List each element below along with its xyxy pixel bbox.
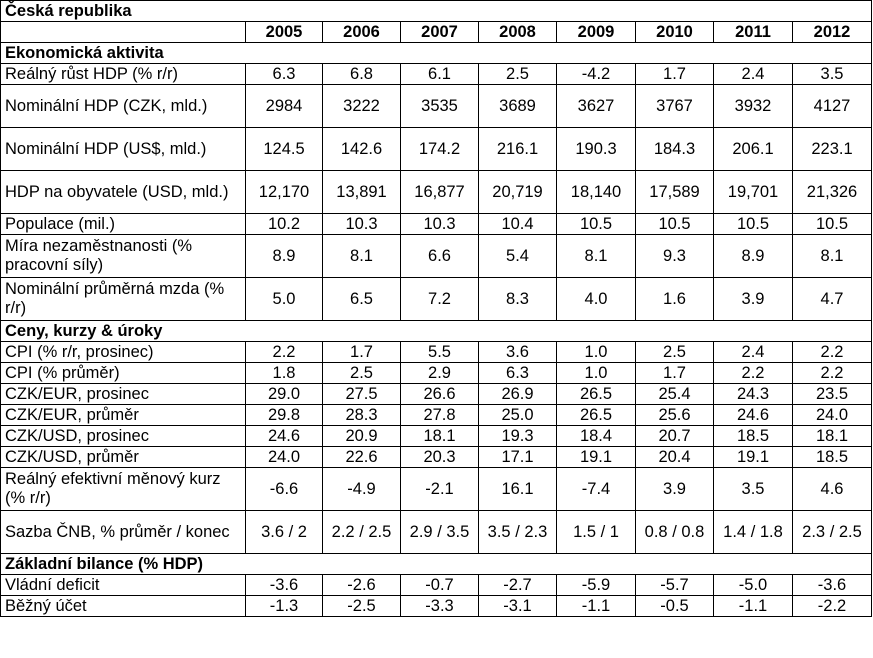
row-label: CPI (% průměr) bbox=[1, 363, 246, 384]
value-cell: -3.3 bbox=[401, 596, 479, 617]
value-cell: 206.1 bbox=[714, 128, 793, 171]
value-cell: 26.5 bbox=[557, 405, 636, 426]
value-cell: 3.5 bbox=[793, 64, 872, 85]
value-cell: 190.3 bbox=[557, 128, 636, 171]
value-cell: 8.9 bbox=[714, 235, 793, 278]
value-cell: 20.9 bbox=[323, 426, 401, 447]
value-cell: 29.0 bbox=[246, 384, 323, 405]
value-cell: 1.0 bbox=[557, 342, 636, 363]
row-label: Sazba ČNB, % průměr / konec bbox=[1, 511, 246, 554]
section-header-row bbox=[1, 554, 872, 575]
value-cell: -2.6 bbox=[323, 575, 401, 596]
value-cell: 3.6 bbox=[479, 342, 557, 363]
value-cell: 20.3 bbox=[401, 447, 479, 468]
value-cell: -0.7 bbox=[401, 575, 479, 596]
value-cell: 19.3 bbox=[479, 426, 557, 447]
year-header-cell: 2008 bbox=[479, 22, 557, 43]
row-label: Běžný účet bbox=[1, 596, 246, 617]
value-cell: 2.2 bbox=[793, 363, 872, 384]
value-cell: 5.5 bbox=[401, 342, 479, 363]
value-cell: 20.7 bbox=[636, 426, 714, 447]
table-row bbox=[1, 575, 872, 596]
value-cell: -1.3 bbox=[246, 596, 323, 617]
value-cell: 3535 bbox=[401, 85, 479, 128]
value-cell: 6.3 bbox=[246, 64, 323, 85]
value-cell: -2.1 bbox=[401, 468, 479, 511]
value-cell: 6.8 bbox=[323, 64, 401, 85]
table-row bbox=[1, 426, 872, 447]
value-cell: 5.4 bbox=[479, 235, 557, 278]
value-cell: 17.1 bbox=[479, 447, 557, 468]
value-cell: 3689 bbox=[479, 85, 557, 128]
section-heading: Ekonomická aktivita bbox=[1, 43, 872, 64]
value-cell: -0.5 bbox=[636, 596, 714, 617]
row-label: CZK/USD, prosinec bbox=[1, 426, 246, 447]
year-header-row bbox=[1, 22, 872, 43]
value-cell: 16.1 bbox=[479, 468, 557, 511]
table-row bbox=[1, 342, 872, 363]
value-cell: 1.7 bbox=[323, 342, 401, 363]
value-cell: 22.6 bbox=[323, 447, 401, 468]
value-cell: 8.3 bbox=[479, 278, 557, 321]
value-cell: 4.0 bbox=[557, 278, 636, 321]
row-label: Vládní deficit bbox=[1, 575, 246, 596]
year-header-cell: 2007 bbox=[401, 22, 479, 43]
value-cell: 18.5 bbox=[793, 447, 872, 468]
value-cell: 3932 bbox=[714, 85, 793, 128]
value-cell: 3.9 bbox=[636, 468, 714, 511]
value-cell: 4127 bbox=[793, 85, 872, 128]
value-cell: 3.6 / 2 bbox=[246, 511, 323, 554]
value-cell: 6.1 bbox=[401, 64, 479, 85]
table-body bbox=[1, 1, 872, 617]
value-cell: -2.2 bbox=[793, 596, 872, 617]
table-row bbox=[1, 447, 872, 468]
value-cell: -7.4 bbox=[557, 468, 636, 511]
value-cell: -3.1 bbox=[479, 596, 557, 617]
value-cell: 3.9 bbox=[714, 278, 793, 321]
year-header-cell: 2012 bbox=[793, 22, 872, 43]
value-cell: 10.4 bbox=[479, 214, 557, 235]
value-cell: 1.6 bbox=[636, 278, 714, 321]
value-cell: 2.5 bbox=[479, 64, 557, 85]
value-cell: 6.6 bbox=[401, 235, 479, 278]
value-cell: 2.4 bbox=[714, 64, 793, 85]
value-cell: 2.2 bbox=[793, 342, 872, 363]
value-cell: 10.5 bbox=[557, 214, 636, 235]
year-header-cell: 2009 bbox=[557, 22, 636, 43]
value-cell: 7.2 bbox=[401, 278, 479, 321]
value-cell: 20.4 bbox=[636, 447, 714, 468]
value-cell: 8.1 bbox=[323, 235, 401, 278]
value-cell: 8.1 bbox=[793, 235, 872, 278]
table-row bbox=[1, 278, 872, 321]
row-label: Reálný efektivní měnový kurz (% r/r) bbox=[1, 468, 246, 511]
value-cell: 18,140 bbox=[557, 171, 636, 214]
value-cell: 10.3 bbox=[401, 214, 479, 235]
value-cell: 20,719 bbox=[479, 171, 557, 214]
table-row bbox=[1, 596, 872, 617]
value-cell: 2.2 bbox=[714, 363, 793, 384]
value-cell: 184.3 bbox=[636, 128, 714, 171]
row-label: Nominální průměrná mzda (% r/r) bbox=[1, 278, 246, 321]
value-cell: 216.1 bbox=[479, 128, 557, 171]
section-heading: Základní bilance (% HDP) bbox=[1, 554, 872, 575]
value-cell: -6.6 bbox=[246, 468, 323, 511]
value-cell: 18.1 bbox=[401, 426, 479, 447]
value-cell: 8.9 bbox=[246, 235, 323, 278]
value-cell: 16,877 bbox=[401, 171, 479, 214]
value-cell: -1.1 bbox=[557, 596, 636, 617]
value-cell: 24.6 bbox=[246, 426, 323, 447]
value-cell: 4.6 bbox=[793, 468, 872, 511]
value-cell: 10.5 bbox=[714, 214, 793, 235]
row-label: Reálný růst HDP (% r/r) bbox=[1, 64, 246, 85]
row-label: CPI (% r/r, prosinec) bbox=[1, 342, 246, 363]
value-cell: 3.5 bbox=[714, 468, 793, 511]
row-label: HDP na obyvatele (USD, mld.) bbox=[1, 171, 246, 214]
row-label: Nominální HDP (CZK, mld.) bbox=[1, 85, 246, 128]
value-cell: 2.2 / 2.5 bbox=[323, 511, 401, 554]
value-cell: 174.2 bbox=[401, 128, 479, 171]
value-cell: 10.5 bbox=[793, 214, 872, 235]
value-cell: 3767 bbox=[636, 85, 714, 128]
value-cell: 2.9 / 3.5 bbox=[401, 511, 479, 554]
table-row bbox=[1, 363, 872, 384]
value-cell: 24.0 bbox=[793, 405, 872, 426]
row-label: CZK/EUR, průměr bbox=[1, 405, 246, 426]
value-cell: 28.3 bbox=[323, 405, 401, 426]
row-label: Míra nezaměstnanosti (% pracovní síly) bbox=[1, 235, 246, 278]
value-cell: 2984 bbox=[246, 85, 323, 128]
value-cell: 10.2 bbox=[246, 214, 323, 235]
value-cell: 1.4 / 1.8 bbox=[714, 511, 793, 554]
value-cell: 2.3 / 2.5 bbox=[793, 511, 872, 554]
value-cell: 9.3 bbox=[636, 235, 714, 278]
value-cell: 10.5 bbox=[636, 214, 714, 235]
value-cell: 3.5 / 2.3 bbox=[479, 511, 557, 554]
row-label: CZK/EUR, prosinec bbox=[1, 384, 246, 405]
value-cell: 124.5 bbox=[246, 128, 323, 171]
value-cell: 27.8 bbox=[401, 405, 479, 426]
row-label: CZK/USD, průměr bbox=[1, 447, 246, 468]
value-cell: 1.0 bbox=[557, 363, 636, 384]
year-header-cell: 2010 bbox=[636, 22, 714, 43]
value-cell: 18.5 bbox=[714, 426, 793, 447]
value-cell: 18.4 bbox=[557, 426, 636, 447]
value-cell: 17,589 bbox=[636, 171, 714, 214]
value-cell: -4.2 bbox=[557, 64, 636, 85]
table-title: Česká republika bbox=[1, 1, 872, 22]
value-cell: 4.7 bbox=[793, 278, 872, 321]
value-cell: -5.9 bbox=[557, 575, 636, 596]
value-cell: 2.5 bbox=[323, 363, 401, 384]
row-label: Nominální HDP (US$, mld.) bbox=[1, 128, 246, 171]
value-cell: -1.1 bbox=[714, 596, 793, 617]
value-cell: 12,170 bbox=[246, 171, 323, 214]
value-cell: 26.5 bbox=[557, 384, 636, 405]
value-cell: -2.5 bbox=[323, 596, 401, 617]
value-cell: -4.9 bbox=[323, 468, 401, 511]
table-row bbox=[1, 64, 872, 85]
table-row bbox=[1, 171, 872, 214]
value-cell: 2.4 bbox=[714, 342, 793, 363]
value-cell: 1.8 bbox=[246, 363, 323, 384]
value-cell: -3.6 bbox=[793, 575, 872, 596]
value-cell: 23.5 bbox=[793, 384, 872, 405]
value-cell: 21,326 bbox=[793, 171, 872, 214]
value-cell: 1.5 / 1 bbox=[557, 511, 636, 554]
section-heading: Ceny, kurzy & úroky bbox=[1, 321, 872, 342]
row-label: Populace (mil.) bbox=[1, 214, 246, 235]
year-header-cell: 2005 bbox=[246, 22, 323, 43]
value-cell: -5.0 bbox=[714, 575, 793, 596]
year-header-corner bbox=[1, 22, 246, 43]
value-cell: 19.1 bbox=[714, 447, 793, 468]
table-title-row bbox=[1, 1, 872, 22]
value-cell: 26.9 bbox=[479, 384, 557, 405]
value-cell: 5.0 bbox=[246, 278, 323, 321]
table-row bbox=[1, 85, 872, 128]
value-cell: 223.1 bbox=[793, 128, 872, 171]
value-cell: 24.6 bbox=[714, 405, 793, 426]
value-cell: 2.2 bbox=[246, 342, 323, 363]
value-cell: 24.3 bbox=[714, 384, 793, 405]
value-cell: 2.5 bbox=[636, 342, 714, 363]
value-cell: 26.6 bbox=[401, 384, 479, 405]
value-cell: 1.7 bbox=[636, 64, 714, 85]
table-row bbox=[1, 214, 872, 235]
value-cell: -5.7 bbox=[636, 575, 714, 596]
value-cell: 10.3 bbox=[323, 214, 401, 235]
value-cell: 6.5 bbox=[323, 278, 401, 321]
value-cell: 6.3 bbox=[479, 363, 557, 384]
table-row bbox=[1, 468, 872, 511]
table-row bbox=[1, 384, 872, 405]
value-cell: 3627 bbox=[557, 85, 636, 128]
value-cell: 25.4 bbox=[636, 384, 714, 405]
table-row bbox=[1, 511, 872, 554]
value-cell: 29.8 bbox=[246, 405, 323, 426]
table-row bbox=[1, 128, 872, 171]
value-cell: 0.8 / 0.8 bbox=[636, 511, 714, 554]
year-header-cell: 2011 bbox=[714, 22, 793, 43]
value-cell: 25.6 bbox=[636, 405, 714, 426]
table-row bbox=[1, 235, 872, 278]
section-header-row bbox=[1, 43, 872, 64]
value-cell: -3.6 bbox=[246, 575, 323, 596]
value-cell: 19.1 bbox=[557, 447, 636, 468]
value-cell: 18.1 bbox=[793, 426, 872, 447]
value-cell: 19,701 bbox=[714, 171, 793, 214]
value-cell: -2.7 bbox=[479, 575, 557, 596]
value-cell: 2.9 bbox=[401, 363, 479, 384]
value-cell: 27.5 bbox=[323, 384, 401, 405]
value-cell: 24.0 bbox=[246, 447, 323, 468]
year-header-cell: 2006 bbox=[323, 22, 401, 43]
table-row bbox=[1, 405, 872, 426]
value-cell: 13,891 bbox=[323, 171, 401, 214]
value-cell: 1.7 bbox=[636, 363, 714, 384]
value-cell: 25.0 bbox=[479, 405, 557, 426]
section-header-row bbox=[1, 321, 872, 342]
value-cell: 3222 bbox=[323, 85, 401, 128]
value-cell: 142.6 bbox=[323, 128, 401, 171]
value-cell: 8.1 bbox=[557, 235, 636, 278]
